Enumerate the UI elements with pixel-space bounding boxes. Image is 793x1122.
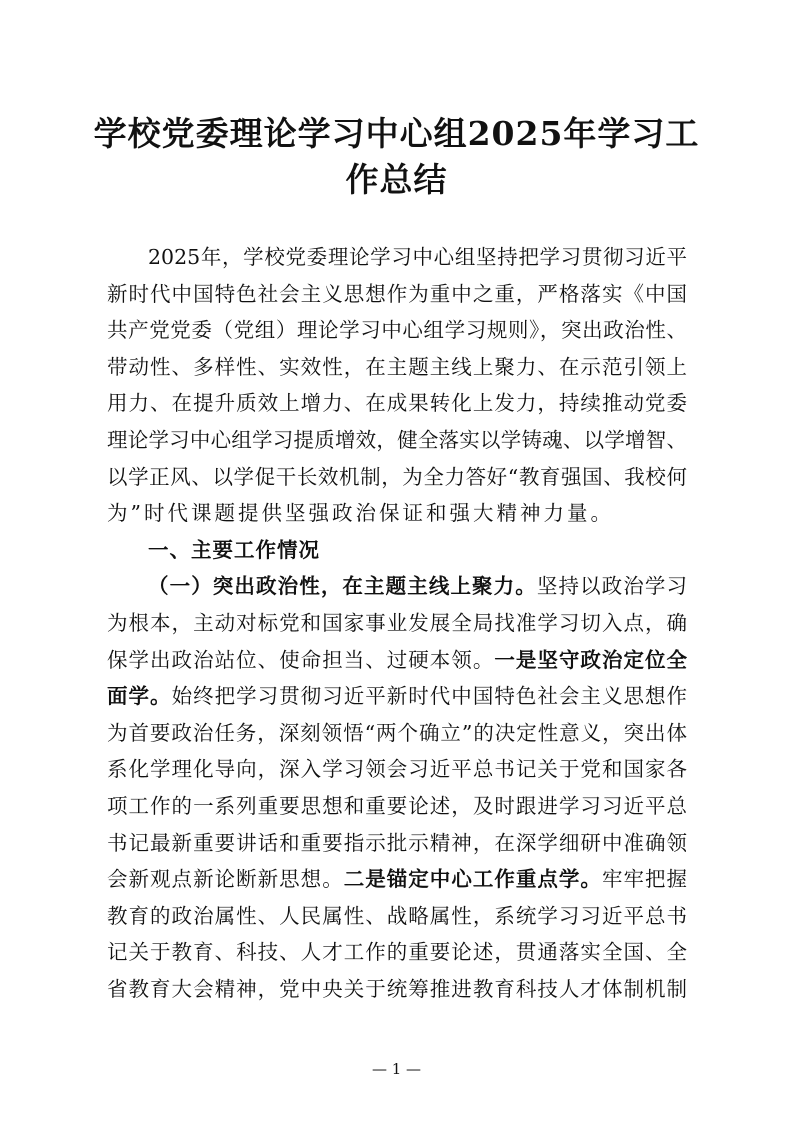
body-text-line (107, 244, 687, 270)
text-segment: 系化学理化导向，深入学习领会习近平总书记关于党和国家各 (107, 757, 687, 782)
text-segment: 理论学习中心组学习提质增效，健全落实以学铸魂、以学增智、 (107, 428, 687, 452)
text-segment: 共产党党委（党组）理论学习中心组学习规则》，突出政治性、 (107, 318, 687, 343)
document-title-line-2: 作总结 (345, 160, 448, 199)
text-segment: 带动性、多样性、实效性，在主题主线上聚力、在示范引领上 (107, 354, 687, 379)
body-text-line (107, 756, 687, 782)
body-text-line (107, 390, 687, 416)
text-segment: 书记最新重要讲话和重要指示批示精神，在深学细研中准确领 (107, 830, 687, 855)
body-text-line (107, 427, 687, 453)
body-text-line (107, 720, 687, 746)
bold-text-segment: （一）突出政治性，在主题主线上聚力。 (148, 574, 537, 599)
body-text-line (107, 683, 687, 709)
body-text-line (107, 903, 687, 929)
section-heading (107, 537, 687, 563)
body-text-line (107, 647, 687, 673)
text-segment: 为”时代课题提供坚强政治保证和强大精神力量。 (107, 501, 614, 526)
body-text-line (107, 610, 687, 636)
body-text-line (107, 354, 687, 380)
text-segment: 一、主要工作情况 (148, 537, 320, 562)
body-text-line (107, 317, 687, 343)
body-text-line (107, 793, 687, 819)
bold-text-segment: 二是锚定中心工作重点学。 (343, 867, 602, 892)
bold-text-segment: 面学。 (107, 684, 172, 709)
body-text-line (107, 281, 687, 307)
text-segment: 牢牢把握 (601, 867, 688, 892)
text-segment: 项工作的一系列重要思想和重要论述，及时跟进学习习近平总 (107, 794, 687, 818)
text-segment: 以学正风、以学促干长效机制，为全力答好“教育强国、我校何 (107, 464, 687, 489)
text-segment: 为首要政治任务，深刻领悟“两个确立”的决定性意义，突出体 (107, 720, 687, 745)
body-text-line (107, 500, 687, 526)
text-segment: 会新观点新论断新思想。 (107, 867, 344, 892)
body-text-line (107, 866, 687, 892)
body-text-line (107, 976, 687, 1002)
text-segment: 记关于教育、科技、人才工作的重要论述，贯通落实全国、全 (107, 940, 687, 965)
body-text-line (107, 573, 687, 599)
text-segment: 用力、在提升质效上增力、在成果转化上发力，持续推动党委 (107, 391, 687, 416)
document-title-line-1: 学校党委理论学习中心组2025年学习工 (93, 114, 700, 153)
text-segment: 为根本，主动对标党和国家事业发展全局找准学习切入点，确 (107, 611, 687, 635)
text-segment: 省教育大会精神，党中央关于统筹推进教育科技人才体制机制 (107, 977, 687, 1001)
text-segment: 新时代中国特色社会主义思想作为重中之重，严格落实《中国 (107, 281, 687, 306)
page-number: — 1 — (371, 1060, 422, 1078)
text-segment: 2025年，学校党委理论学习中心组坚持把学习贯彻习近平 (148, 245, 687, 269)
text-segment: 保学出政治站位、使命担当、过硬本领。 (107, 647, 495, 672)
body-text-line (107, 939, 687, 965)
body-text-line (107, 464, 687, 490)
text-segment: 坚持以政治学习 (536, 574, 687, 599)
body-text-line (107, 830, 687, 856)
bold-text-segment: 一是坚守政治定位全 (494, 647, 688, 672)
text-segment: 始终把学习贯彻习近平新时代中国特色社会主义思想作 (171, 684, 688, 709)
text-segment: 教育的政治属性、人民属性、战略属性，系统学习习近平总书 (107, 903, 687, 928)
